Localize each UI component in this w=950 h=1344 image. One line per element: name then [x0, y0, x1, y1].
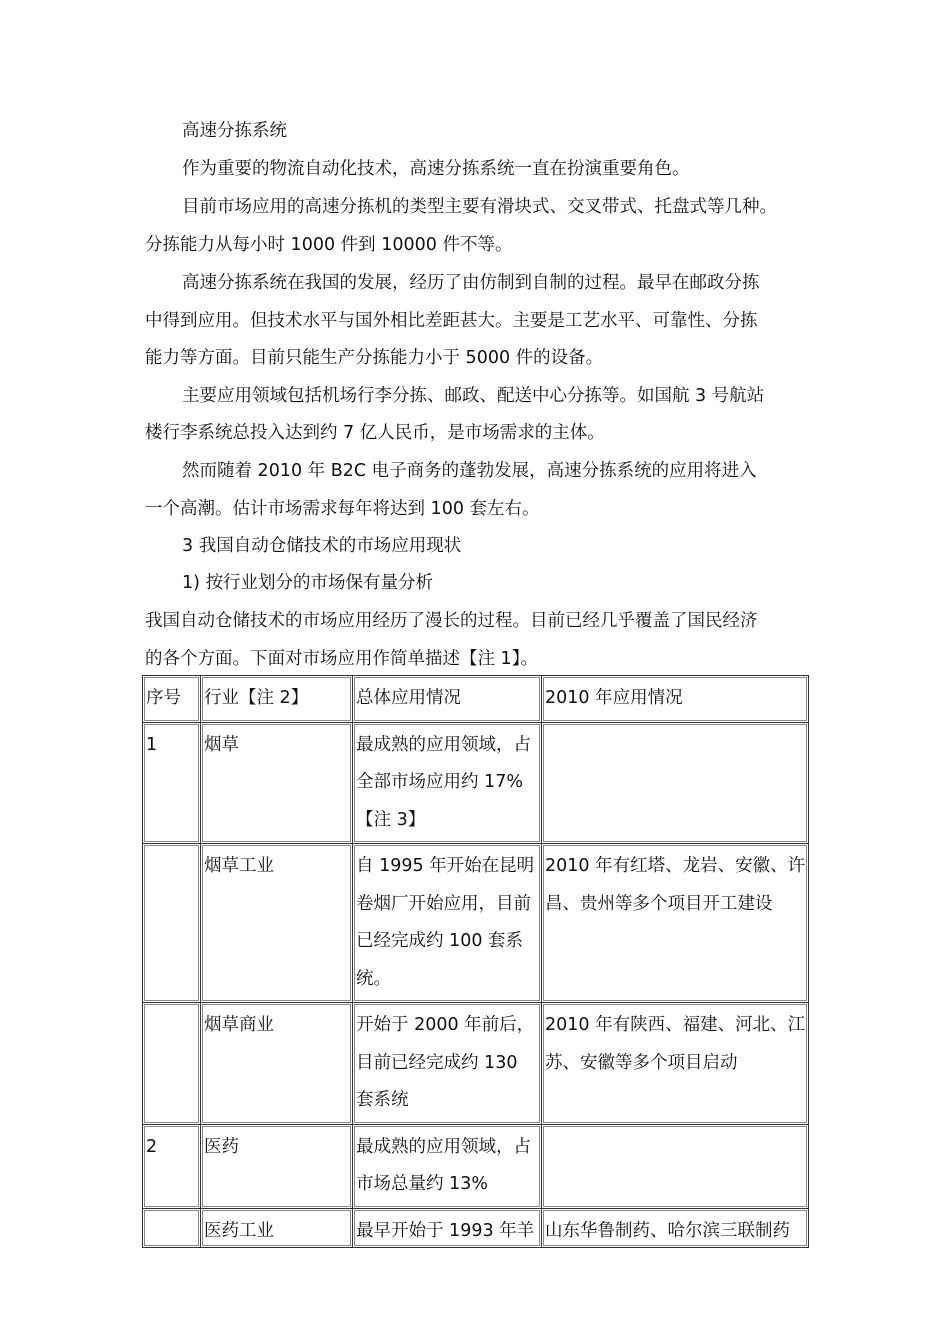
paragraph: 我国自动仓储技术的市场应用经历了漫长的过程。目前已经几乎覆盖了国民经济	[145, 611, 758, 631]
table-cell: 开始于 2000 年前后，目前已经完成约 130 套系统	[353, 1003, 542, 1125]
paragraph: 然而随着 2010 年 B2C 电子商务的蓬勃发展，高速分拣系统的应用将进入	[182, 461, 757, 481]
table-cell: 医药	[201, 1124, 353, 1208]
paragraph-continuation: 能力等方面。目前只能生产分拣能力小于 5000 件的设备。	[145, 348, 604, 368]
table-row	[143, 1208, 809, 1247]
cell-text: 最早开始于 1993 年羊	[356, 1220, 535, 1241]
table-cell	[201, 1208, 353, 1247]
table-cell: 自 1995 年开始在昆明卷烟厂开始应用，目前已经完成约 100 套系统。	[353, 844, 542, 1003]
table-cell	[353, 1208, 542, 1247]
section-heading: 高速分拣系统	[182, 121, 287, 141]
paragraph: 高速分拣系统在我国的发展，经历了由仿制到自制的过程。最早在邮政分拣	[182, 273, 760, 293]
table-cell	[143, 1003, 201, 1125]
paragraph-continuation: 分拣能力从每小时 1000 件到 10000 件不等。	[145, 235, 513, 255]
subsection-heading: 1) 按行业划分的市场保有量分析	[182, 573, 434, 593]
table-cell: 1	[143, 722, 201, 844]
cell-text: 医药工业	[204, 1220, 274, 1241]
table-cell: 2	[143, 1124, 201, 1208]
paragraph-continuation: 楼行李系统总投入达到约 7 亿人民币，是市场需求的主体。	[145, 423, 605, 443]
paragraph-continuation: 一个高潮。估计市场需求每年将达到 100 套左右。	[145, 499, 540, 519]
table-cell	[542, 1208, 809, 1247]
table-cell: 烟草工业	[201, 844, 353, 1003]
paragraph: 主要应用领域包括机场行李分拣、邮政、配送中心分拣等。如国航 3 号航站	[182, 386, 765, 406]
table-cell: 最成熟的应用领域，占市场总量约 13%	[353, 1124, 542, 1208]
paragraph: 作为重要的物流自动化技术，高速分拣系统一直在扮演重要角色。	[182, 159, 690, 179]
paragraph-continuation: 的各个方面。下面对市场应用作简单描述【注 1】。	[145, 649, 538, 669]
table-row	[143, 1124, 809, 1208]
table-row	[143, 722, 809, 844]
table-cell: 2010 年有红塔、龙岩、安徽、许昌、贵州等多个项目开工建设	[542, 844, 809, 1003]
header-cell: 行业【注 2】	[201, 676, 353, 723]
table-cell	[143, 1208, 201, 1247]
header-cell: 序号	[143, 676, 201, 723]
paragraph-continuation: 中得到应用。但技术水平与国外相比差距甚大。主要是工艺水平、可靠性、分拣	[145, 311, 758, 331]
paragraph: 目前市场应用的高速分拣机的类型主要有滑块式、交叉带式、托盘式等几种。	[182, 197, 777, 217]
header-cell: 2010 年应用情况	[542, 676, 809, 723]
table-header-row	[143, 676, 809, 723]
section-heading: 3 我国自动仓储技术的市场应用现状	[182, 536, 462, 556]
table-row	[143, 844, 809, 1003]
table-cell	[143, 844, 201, 1003]
market-application-table	[142, 675, 809, 1248]
table-cell: 2010 年有陕西、福建、河北、江苏、安徽等多个项目启动	[542, 1003, 809, 1125]
table-cell: 烟草商业	[201, 1003, 353, 1125]
table-cell	[542, 1124, 809, 1208]
table-cell: 最成熟的应用领域，占全部市场应用约 17%【注 3】	[353, 722, 542, 844]
header-cell: 总体应用情况	[353, 676, 542, 723]
table-cell: 烟草	[201, 722, 353, 844]
cell-text: 山东华鲁制药、哈尔滨三联制药	[545, 1220, 790, 1241]
table-row	[143, 1003, 809, 1125]
table-cell	[542, 722, 809, 844]
